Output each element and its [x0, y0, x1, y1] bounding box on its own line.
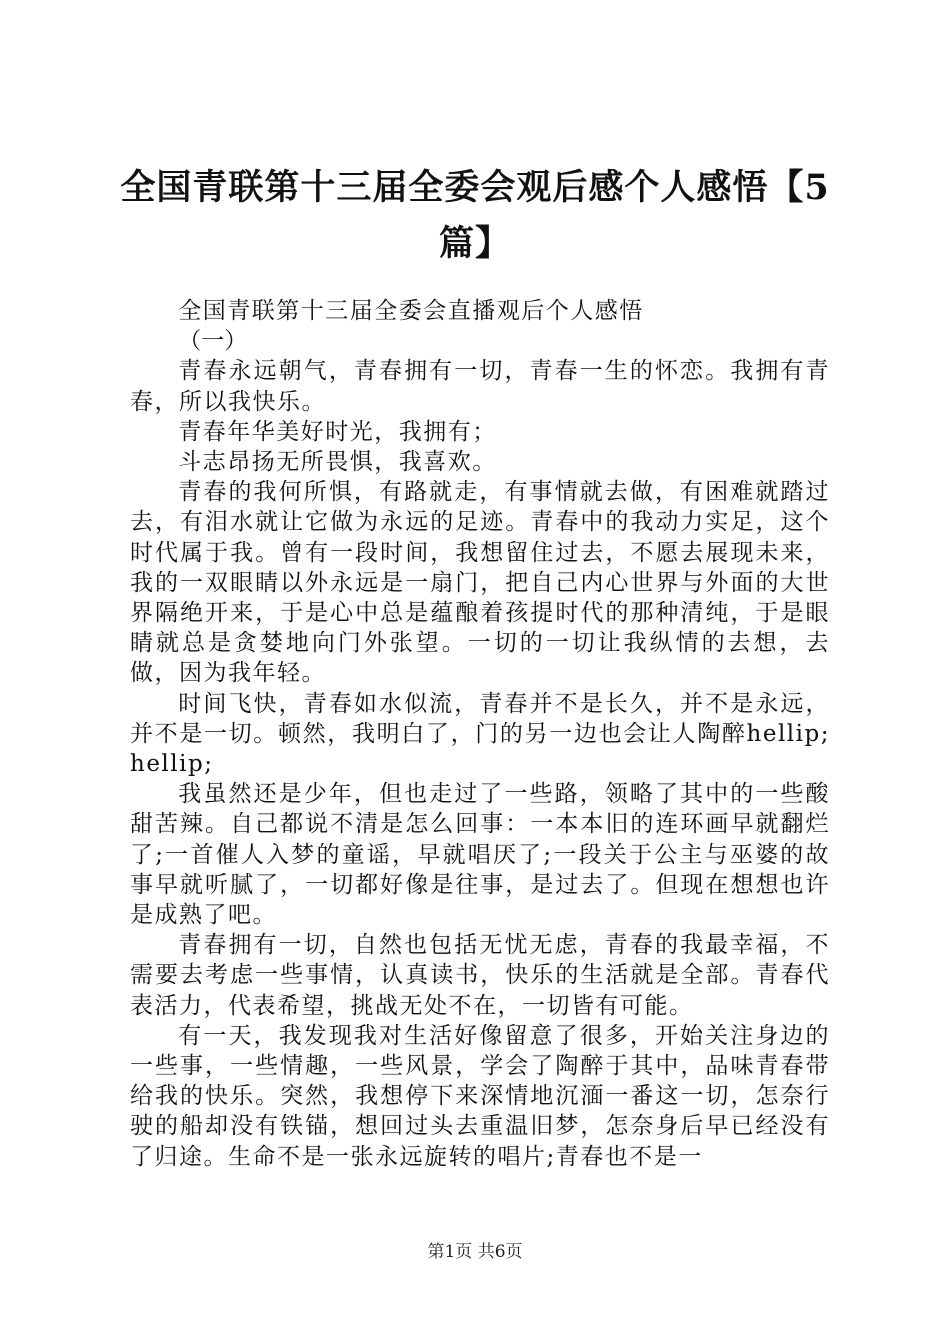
paragraph: 青春拥有一切，自然也包括无忧无虑，青春的我最幸福，不需要去考虑一些事情，认真读书，快乐的生活就是全部。青春代表活力，代表希望，挑战无处不在，一切皆有可能。 [130, 932, 830, 1019]
paragraph: 青春年华美好时光，我拥有； [178, 418, 497, 445]
document-title: 全国青联第十三届全委会观后感个人感悟【5篇】 [120, 167, 830, 264]
paragraph: 全国青联第十三届全委会直播观后个人感悟 [178, 298, 644, 324]
document-body [130, 296, 830, 1172]
paragraph: 斗志昂扬无所畏惧，我喜欢。 [178, 449, 497, 476]
page-indicator: 第1页 共6页 [427, 1242, 523, 1262]
paragraph: 青春的我何所惧，有路就走，有事情就去做，有困难就踏过去，有泪水就让它做为永远的足迹。青春中的我动力实足，这个时代属于我。曾有一段时间，我想留住过去，不愿去展现未来，我的一双眼睛以外永远是一扇门，把自己内心世界与外面的大世界隔绝开来，于是心中总是蕴酿着孩提时代的那种清纯，于是眼睛就总是贪婪地向门外张望。一切的一切让我纵情的去想，去做，因为我年轻。 [130, 479, 830, 687]
paragraph: 我虽然还是少年，但也走过了一些路，领略了其中的一些酸甜苦辣。自己都说不清是怎么回事：一本本旧的连环画早就翻烂了;一首催人入梦的童谣，早就唱厌了;一段关于公主与巫婆的故事早就听腻了，一切都好像是往事，是过去了。但现在想想也许是成熟了吧。 [130, 781, 830, 929]
paragraph: （一） [178, 328, 248, 355]
paragraph: 时间飞快，青春如水似流，青春并不是长久，并不是永远，并不是一切。顿然，我明白了，门的另一边也会让人陶醉hellip;hellip; [130, 690, 830, 778]
paragraph: 青春永远朝气，青春拥有一切，青春一生的怀恋。我拥有青春，所以我快乐。 [130, 358, 830, 415]
paragraph: 有一天，我发现我对生活好像留意了很多，开始关注身边的一些事，一些情趣，一些风景，学会了陶醉于其中，品味青春带给我的快乐。突然，我想停下来深情地沉湎一番这一切，怎奈行驶的船却没有铁锚，想回过头去重温旧梦，怎奈身后早已经没有了归途。生命不是一张永远旋转的唱片;青春也不是一 [130, 1022, 830, 1170]
